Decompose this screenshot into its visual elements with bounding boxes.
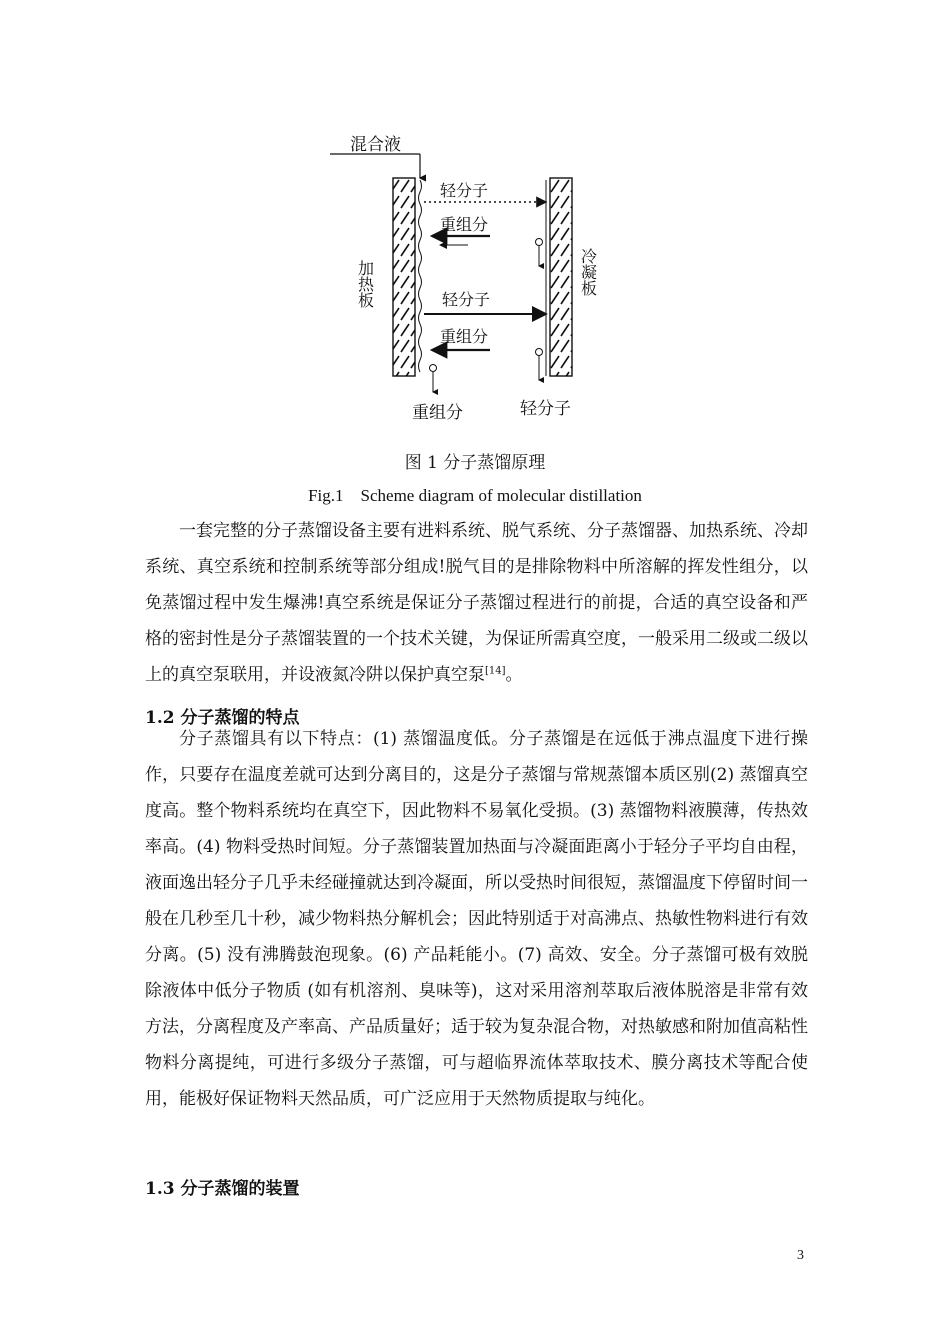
condensing-plate [550,178,572,376]
figure-caption-cn: 图 1 分子蒸馏原理 [404,453,546,473]
residue-drop [430,365,437,372]
label-light-molecule-top: 轻分子 [440,181,489,200]
label-heating-plate: 加热板 [355,260,375,308]
figure-caption-en: Fig.1 Scheme diagram of molecular distillation [308,486,642,505]
paragraph-equipment-end: 。 [505,665,523,685]
label-bottom-light: 轻分子 [520,399,571,419]
label-light-molecule-mid: 轻分子 [442,290,491,309]
paragraph-characteristics: 分子蒸馏具有以下特点：(1) 蒸馏温度低。分子蒸馏是在远低于沸点温度下进行操作，只要存在温度差就可达到分离目的，这是分子蒸馏与常规蒸馏本质区别(2) 蒸馏真空度高。整个物料系统均在真空下，因此物料不易氧化受损。(3) 蒸馏物料液膜薄，传热效率高。(4) 物料受热时间短。分子蒸馏装置加热面与冷凝面距离小于轻分子平均自由程，液面逸出轻分子几乎未经碰撞就达到冷凝面，所以受热时间很短，蒸馏温度下停留时间一般在几秒至几十秒，减少物料热分解机会；因此特别适于对高沸点、热敏性物料进行有效分离。(5) 没有沸腾鼓泡现象。(6) 产品耗能小。(7) 高效、安全。分子蒸馏可极有效脱除液体中低分子物质 (如有机溶剂、臭味等)，这对采用溶剂萃取后液体脱溶是非常有效方法，分离程度及产率高、产品质量好；适于较为复杂混合物，对热敏感和附加值高粘性物料分离提纯，可进行多级分子蒸馏，可与超临界流体萃取技术、膜分离技术等配合使用，能极好保证物料天然品质，可广泛应用于天然物质提取与纯化。 [145,729,808,1109]
reference-14: [14] [485,665,506,677]
paragraph-equipment-text: 一套完整的分子蒸馏设备主要有进料系统、脱气系统、分子蒸馏器、加热系统、冷却系统、真空系统和控制系统等部分组成!脱气目的是排除物料中所溶解的挥发性组分，以免蒸馏过程中发生爆沸!真空系统是保证分子蒸馏过程进行的前提，合适的真空设备和严格的密封性是分子蒸馏装置的一个技术关键，为保证所需真空度，一般采用二级或二级以上的真空泵联用，并设液氮冷阱以保护真空泵 [145,521,808,685]
label-mixed-liquid: 混合液 [350,135,401,155]
label-condensing-plate: 冷凝板 [578,248,598,296]
paragraph-equipment [145,513,808,693]
condensate-drop-upper [536,239,543,246]
label-heavy-component-mid: 重组分 [440,327,489,346]
liquid-film [419,180,422,372]
section-heading-1-3: 1.3 分子蒸馏的装置 [145,1179,300,1199]
condensate-drop-lower [536,349,543,356]
label-heavy-component-top: 重组分 [440,215,489,234]
heating-plate [393,178,415,376]
molecular-distillation-diagram [320,130,620,430]
section-heading-1-2: 1.2 分子蒸馏的特点 [145,708,300,728]
page-number: 3 [797,1248,804,1263]
label-bottom-heavy: 重组分 [412,403,463,423]
